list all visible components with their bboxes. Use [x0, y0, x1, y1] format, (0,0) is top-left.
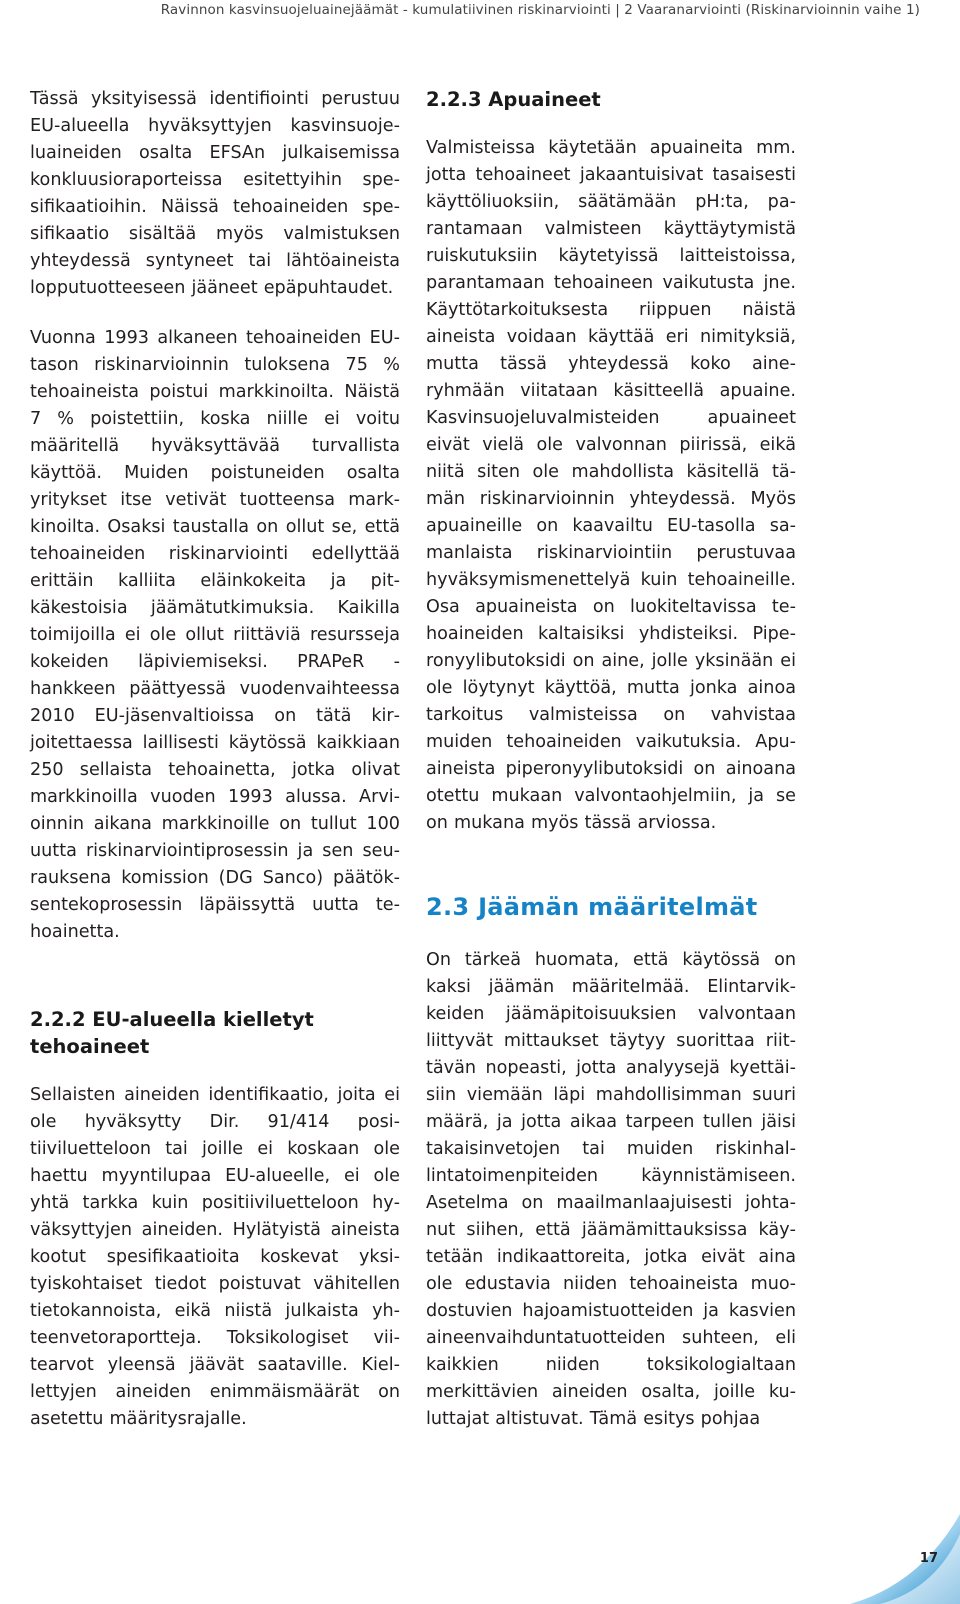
paragraph-banned-substances: Sellaisten aineiden identifikaatio, joita ei ole hyväksytty Dir. 91/414 positiiviluetteloon tai joille ei koskaan ole haettu myyntilupaa EU-alueelle, ei ole yhtä tarkka kuin positiiviluetteloon hyväksyttyjen aineiden. Hylätyistä aineista kootut spesifikaatioita koskevat yksityiskohtaiset tiedot poistuvat vähitellen tietokannoista, eikä niistä julkaista yhteenvetoraportteja. Toksikologiset viitearvot yleensä jäävät saataville. Kiellettyjen aineiden enimmäismäärät on asetettu määritysrajalle. — [30, 1085, 400, 1429]
right-column — [426, 86, 796, 1433]
page-corner-decoration — [850, 1514, 960, 1604]
running-header: Ravinnon kasvinsuojeluainejäämät - kumulatiivinen riskinarviointi | 2 Vaaranarviointi (Riskinarvioinnin vaihe 1) — [160, 2, 920, 18]
paragraph-eu-risk-assessment: Vuonna 1993 alkaneen tehoaineiden EU-tason riskinarvioinnin tuloksena 75 % tehoaineista poistui markkinoilta. Näistä 7 % poistettiin, koska niille ei voitu määritellä hyväksyttävää turvallista käyttöä. Muiden poistuneiden osalta yritykset itse vetivät tuotteensa markkinoilta. Osaksi taustalla on ollut se, että tehoaineiden riskinarviointi edellyttää erittäin kalliita eläinkokeita ja pitkäkestoisia jäämätutkimuksia. Kaikilla toimijoilla ei ole ollut riittäviä resursseja kokeiden läpiviemiseksi. PRAPeR -hankkeen päättyessä vuodenvaihteessa 2010 EU-jäsenvaltioissa on tätä kirjoitettaessa laillisesti käytössä kaikkiaan 250 sellaista tehoainetta, jotka olivat markkinoilla vuoden 1993 alussa. Arvioinnin aikana markkinoille on tullut 100 uutta riskinarviointiprosessin ja sen seurauksena komission (DG Sanco) päätöksentekoprosessin läpäissyttä uutta tehoainetta. — [30, 328, 400, 942]
section-heading-2-2-2: 2.2.2 EU-alueella kielletyt tehoaineet — [30, 1008, 314, 1058]
paragraph-identification: Tässä yksityisessä identifiointi perustuu EU-alueella hyväksyttyjen kasvinsuojeluaineiden osalta EFSAn julkaisemissa konkluusioraporteissa esitettyihin spesifikaatioihin. Näissä tehoaineiden spesifikaatio sisältää myös valmistuksen yhteydessä syntyneet tai lähtöaineista lopputuotteeseen jääneet epäpuhtaudet. — [30, 89, 400, 298]
section-heading-2-2-3: 2.2.3 Apuaineet — [426, 88, 601, 111]
paragraph-adjuvants: Valmisteissa käytetään apuaineita mm. jotta tehoaineet jakaantuisivat tasaisesti käyttöliuoksiin, säätämään pH:ta, parantamaan valmisteen käyttäytymistä ruiskutuksiin käytetyissä laitteistoissa, parantamaan tehoaineen vaikutusta jne. Käyttötarkoituksesta riippuen näistä aineista voidaan käyttää eri nimityksiä, mutta tässä yhteydessä koko aineryhmään viitataan käsitteellä apuaine. Kasvinsuojeluvalmisteiden apuaineet eivät vielä ole valvonnan piirissä, eikä niitä siten ole mahdollista käsitellä tämän riskinarvioinnin yhteydessä. Myös apuaineille on kaavailtu EU-tasolla samanlaista riskinarviointiin perustuvaa hyväksymismenettelyä kuin tehoaineille. Osa apuaineista on luokiteltavissa tehoaineiden kaltaisiksi yhdisteiksi. Piperonyylibutoksidi on aine, jolle yksinään ei ole löytynyt käyttöä, mutta jonka ainoa tarkoitus valmisteissa on vahvistaa muiden tehoaineiden vaikutuksia. Apuaineista piperonyylibutoksidi on ainoana otettu mukaan valvontaohjelmiin, ja se on mukana myös tässä arviossa. — [426, 138, 796, 833]
section-heading-2-3: 2.3 Jäämän määritelmät — [426, 893, 758, 921]
left-column — [30, 86, 400, 1433]
paragraph-residue-definitions: On tärkeä huomata, että käytössä on kaksi jäämän määritelmää. Elintarvikkeiden jäämäpitoisuuksien valvontaan liittyvät mittaukset täytyy suorittaa riittävän nopeasti, jotta analyysejä kyettäisiin viemään läpi mahdollisimman suuri määrä, ja jotta aikaa tarpeen tullen jäisi takaisinvetojen tai muiden riskinhallintatoimenpiteiden käynnistämiseen. Asetelma on maailmanlaajuisesti johtanut siihen, että jäämämittauksissa käytetään indikaattoreita, jotka eivät aina ole edustavia niiden tehoaineista muodostuvien hajoamistuotteiden ja kasvien aineenvaihduntatuotteiden suhteen, eli kaikkien niiden toksikologialtaan merkittävien aineiden osalta, joille kuluttajat altistuvat. Tämä esitys pohjaa — [426, 950, 796, 1429]
page-number: 17 — [919, 1551, 938, 1566]
